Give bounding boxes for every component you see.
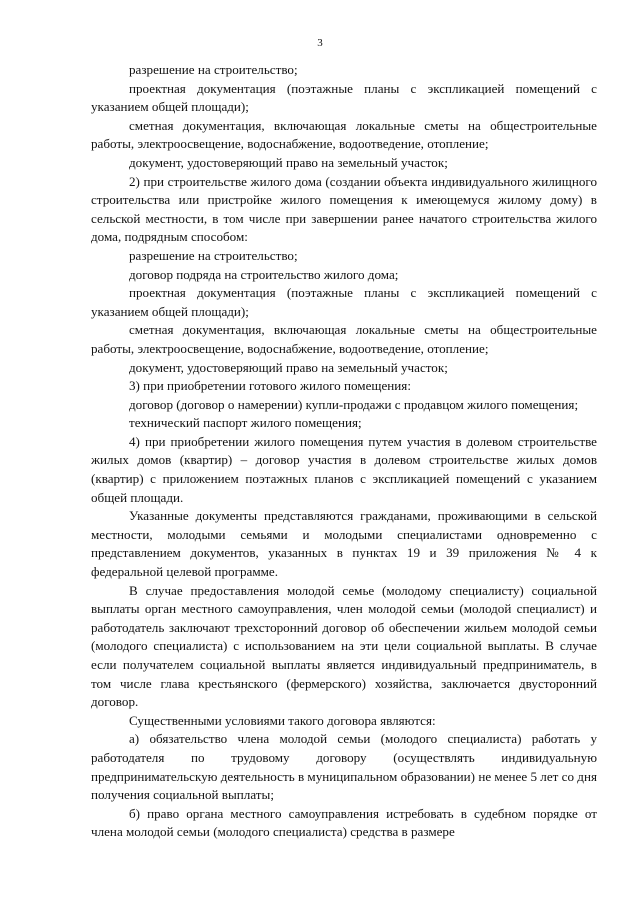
paragraph-contract-agreement: договор подряда на строительство жилого дома; — [129, 266, 399, 282]
paragraph-condition-a: а) обязательство члена молодой семьи (молодого специалиста) работать у работодателя по трудовому договору (осуществлять индивидуальную предпринимательскую деятельность в муниципальном образовании) не менее 5 лет со дня получения социальной выплаты; — [91, 731, 597, 803]
paragraph-essential-conditions: Существенными условиями такого договора являются: — [129, 712, 436, 728]
paragraph-tech-passport: технический паспорт жилого помещения; — [129, 415, 362, 431]
paragraph-item-3: 3) при приобретении готового жилого помещения: — [129, 378, 411, 394]
paragraph-project-docs-2: проектная документация (поэтажные планы с экспликацией помещений с указанием общей площади); — [91, 285, 597, 319]
paragraph-condition-b: б) право органа местного самоуправления истребовать в судебном порядке от члена молодой семьи (молодого специалиста) средства в размере — [91, 805, 597, 840]
paragraph-permit-1: разрешение на строительство; — [129, 62, 298, 77]
page-number: 3 — [317, 37, 323, 49]
paragraph-tripartite-contract: В случае предоставления молодой семье (молодому специалисту) социальной выплаты орган местного самоуправления, член молодой семьи (молодой специалист) и работодатель заключают трехсторонний договор об обеспечении жильем молодой семьи (молодого специалиста) с использованием на эти цели социальной выплаты. В случае если получателем социальной выплаты является индивидуальный предприниматель, в том числе глава крестьянского (фермерского) хозяйства, заключается двусторонний договор. — [91, 582, 597, 710]
paragraph-item-2: 2) при строительстве жилого дома (создании объекта индивидуального жилищного строительства или пристройке жилого помещения к имеющемуся жилому дому) в сельской местности, в том числе при завершении ранее начатого строительства жилого дома, подрядным способом: — [91, 173, 597, 245]
paragraph-documents-submission: Указанные документы представляются гражданами, проживающими в сельской местности, молодыми семьями и молодыми специалистами одновременно с представлением документов, указанных в пунктах 19 и 39 приложения № 4 к федеральной целевой программе. — [91, 508, 597, 580]
paragraph-land-right-2: документ, удостоверяющий право на земельный участок; — [129, 359, 448, 375]
paragraph-project-docs-1: проектная документация (поэтажные планы с экспликацией помещений с указанием общей площади); — [91, 80, 597, 115]
paragraph-estimate-docs-2: сметная документация, включающая локальные сметы на общестроительные работы, электроосвещение, водоснабжение, водоотведение, отопление; — [91, 322, 597, 356]
paragraph-item-4: 4) при приобретении жилого помещения путем участия в долевом строительстве жилых домов (квартир) – договор участия в долевом строительстве жилых домов (квартир) с приложением поэтажных планов с экспликацией помещений с указанием общей площади. — [91, 433, 597, 505]
paragraph-permit-2: разрешение на строительство; — [129, 247, 298, 263]
paragraph-estimate-docs-1: сметная документация, включающая локальные сметы на общестроительные работы, электроосвещение, водоснабжение, водоотведение, отопление; — [91, 117, 597, 152]
paragraph-land-right-1: документ, удостоверяющий право на земельный участок; — [129, 154, 448, 170]
document-body — [91, 61, 597, 842]
paragraph-purchase-contract: договор (договор о намерении) купли-продажи с продавцом жилого помещения; — [129, 396, 579, 412]
